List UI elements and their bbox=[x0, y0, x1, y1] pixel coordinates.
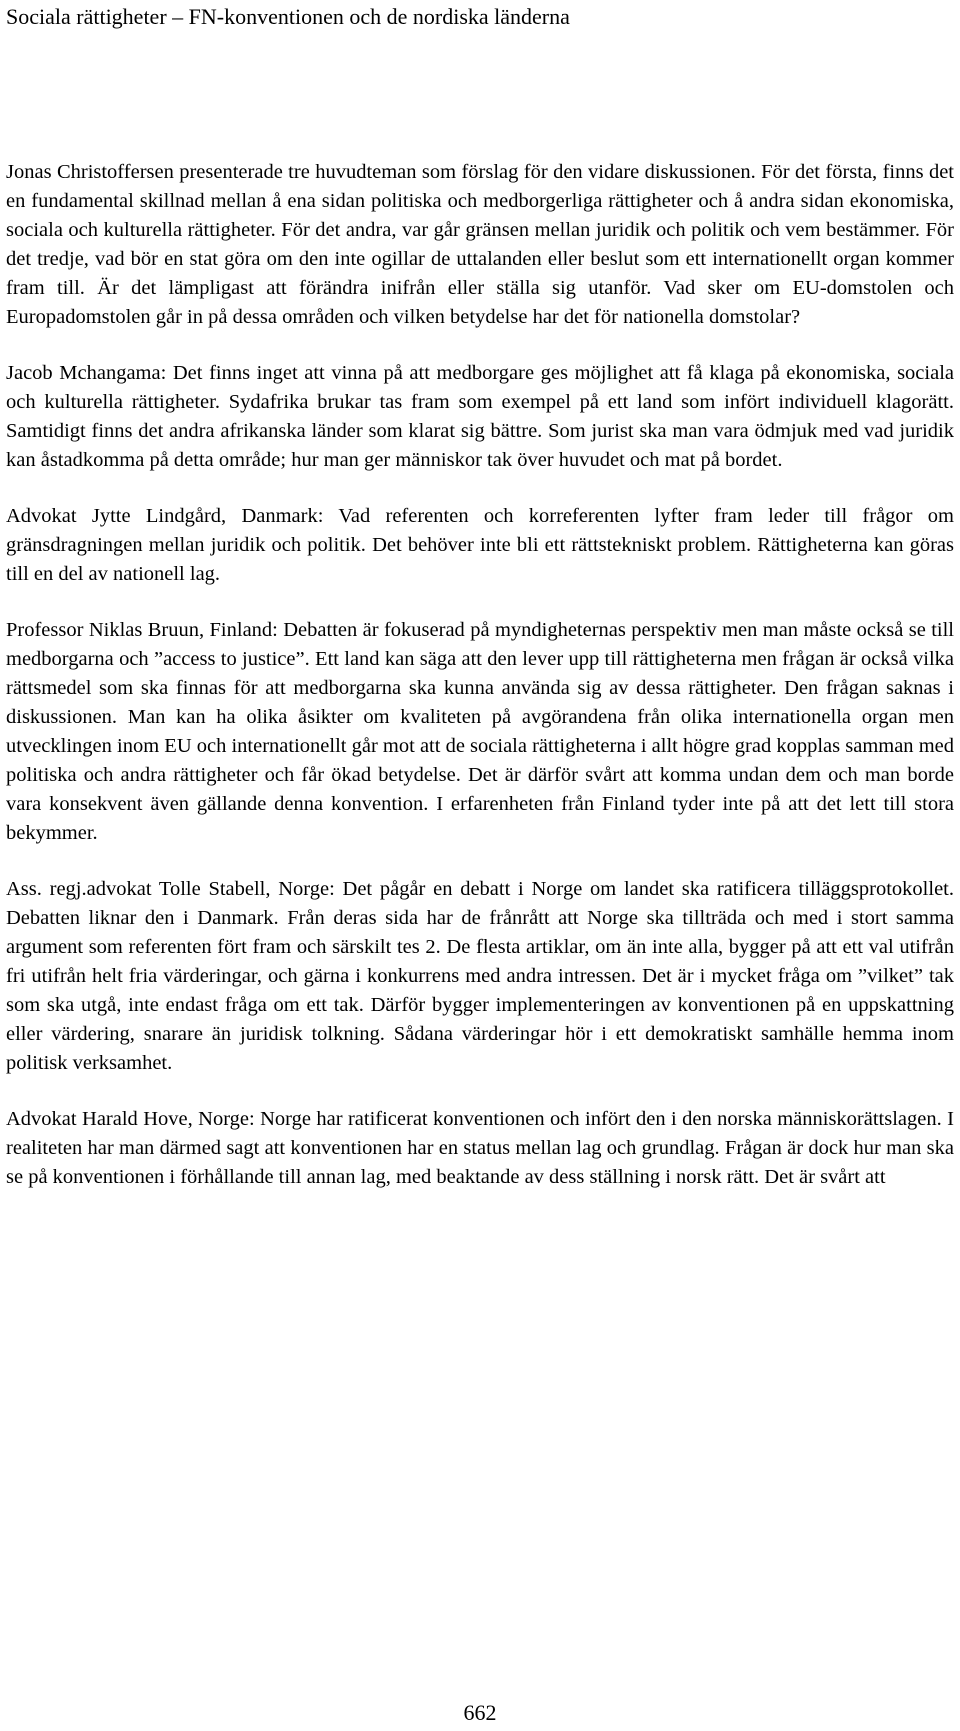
paragraph-hove: Advokat Harald Hove, Norge: Norge har ratificerat konventionen och infört den i den norska människorättslagen. I realiteten har man därmed sagt att konventionen har en status mellan lag och grundlag. Frågan är dock hur man ska se på konventionen i förhållande till annan lag, med beaktande av dess ställning i norsk rätt. Det är svårt att bbox=[6, 1108, 954, 1188]
paragraph-christoffersen: Jonas Christoffersen presenterade tre huvudteman som förslag för den vidare diskussionen. För det första, finns det en fundamental skillnad mellan å ena sidan politiska och medborgerliga rättigheter och å andra sidan ekonomiska, sociala och kulturella rättigheter. För det andra, var går gränsen mellan juridik och politik och vem bestämmer. För det tredje, vad bör en stat göra om den inte ogillar de uttalanden eller beslut som ett internationellt organ kommer fram till. Är det lämpligast att förändra inifrån eller ställa sig utanför. Vad sker om EU-domstolen och Europadomstolen går in på dessa områden och vilken betydelse har det för nationella domstolar? bbox=[6, 161, 954, 328]
document-body bbox=[6, 158, 954, 1192]
paragraph-bruun: Professor Niklas Bruun, Finland: Debatten är fokuserad på myndigheternas perspektiv men man måste också se till medborgarna och ”access to justice”. Ett land kan säga att den lever upp till rättigheterna men frågan är också vilka rättsmedel som ska finnas för att medborgarna ska kunna använda sig av dessa rättigheter. Den frågan saknas i diskussionen. Man kan ha olika åsikter om kvaliteten på avgörandena från olika internationella organ men utvecklingen inom EU och internationellt går mot att de sociala rättigheterna i allt högre grad kopplas samman med politiska och andra rättigheter och får ökad betydelse. Det är därför svårt att komma undan dem och man borde vara konsekvent även gällande denna konvention. I erfarenheten från Finland tyder inte på att det lett till stora bekymmer. bbox=[6, 619, 954, 844]
page-number: 662 bbox=[463, 1700, 497, 1725]
paragraph-stabell: Ass. regj.advokat Tolle Stabell, Norge: Det pågår en debatt i Norge om landet ska ratificera tilläggsprotokollet. Debatten liknar den i Danmark. Från deras sida har de frånrått att Norge ska tillträda och med i stort samma argument som referenten fört fram och särskilt tes 2. De flesta artiklar, om än inte alla, bygger på att ett val utifrån fri utifrån helt fria värderingar, och gärna i konkurrens med andra intressen. Det är i mycket fråga om ”vilket” tak som ska utgå, inte endast fråga om ett tak. Därför bygger implementeringen av konventionen på en uppskattning eller värdering, snarare än juridisk tolkning. Sådana värderingar hör i ett demokratiskt samhälle hemma inom politisk verksamhet. bbox=[6, 878, 954, 1074]
running-header: Sociala rättigheter – FN-konventionen och de nordiska länderna bbox=[6, 4, 570, 29]
paragraph-mchangama: Jacob Mchangama: Det finns inget att vinna på att medborgare ges möjlighet att få klaga på ekonomiska, sociala och kulturella rättigheter. Sydafrika brukar tas fram som exempel på ett land som infört individuell klagorätt. Samtidigt finns det andra afrikanska länder som klarat sig bättre. Som jurist ska man vara ödmjuk med vad juridik kan åstadkomma på detta område; hur man ger människor tak över huvudet och mat på bordet. bbox=[6, 362, 954, 471]
paragraph-lindgard: Advokat Jytte Lindgård, Danmark: Vad referenten och korreferenten lyfter fram leder till frågor om gränsdragningen mellan juridik och politik. Det behöver inte bli ett rättstekniskt problem. Rättigheterna kan göras till en del av nationell lag. bbox=[6, 505, 954, 585]
